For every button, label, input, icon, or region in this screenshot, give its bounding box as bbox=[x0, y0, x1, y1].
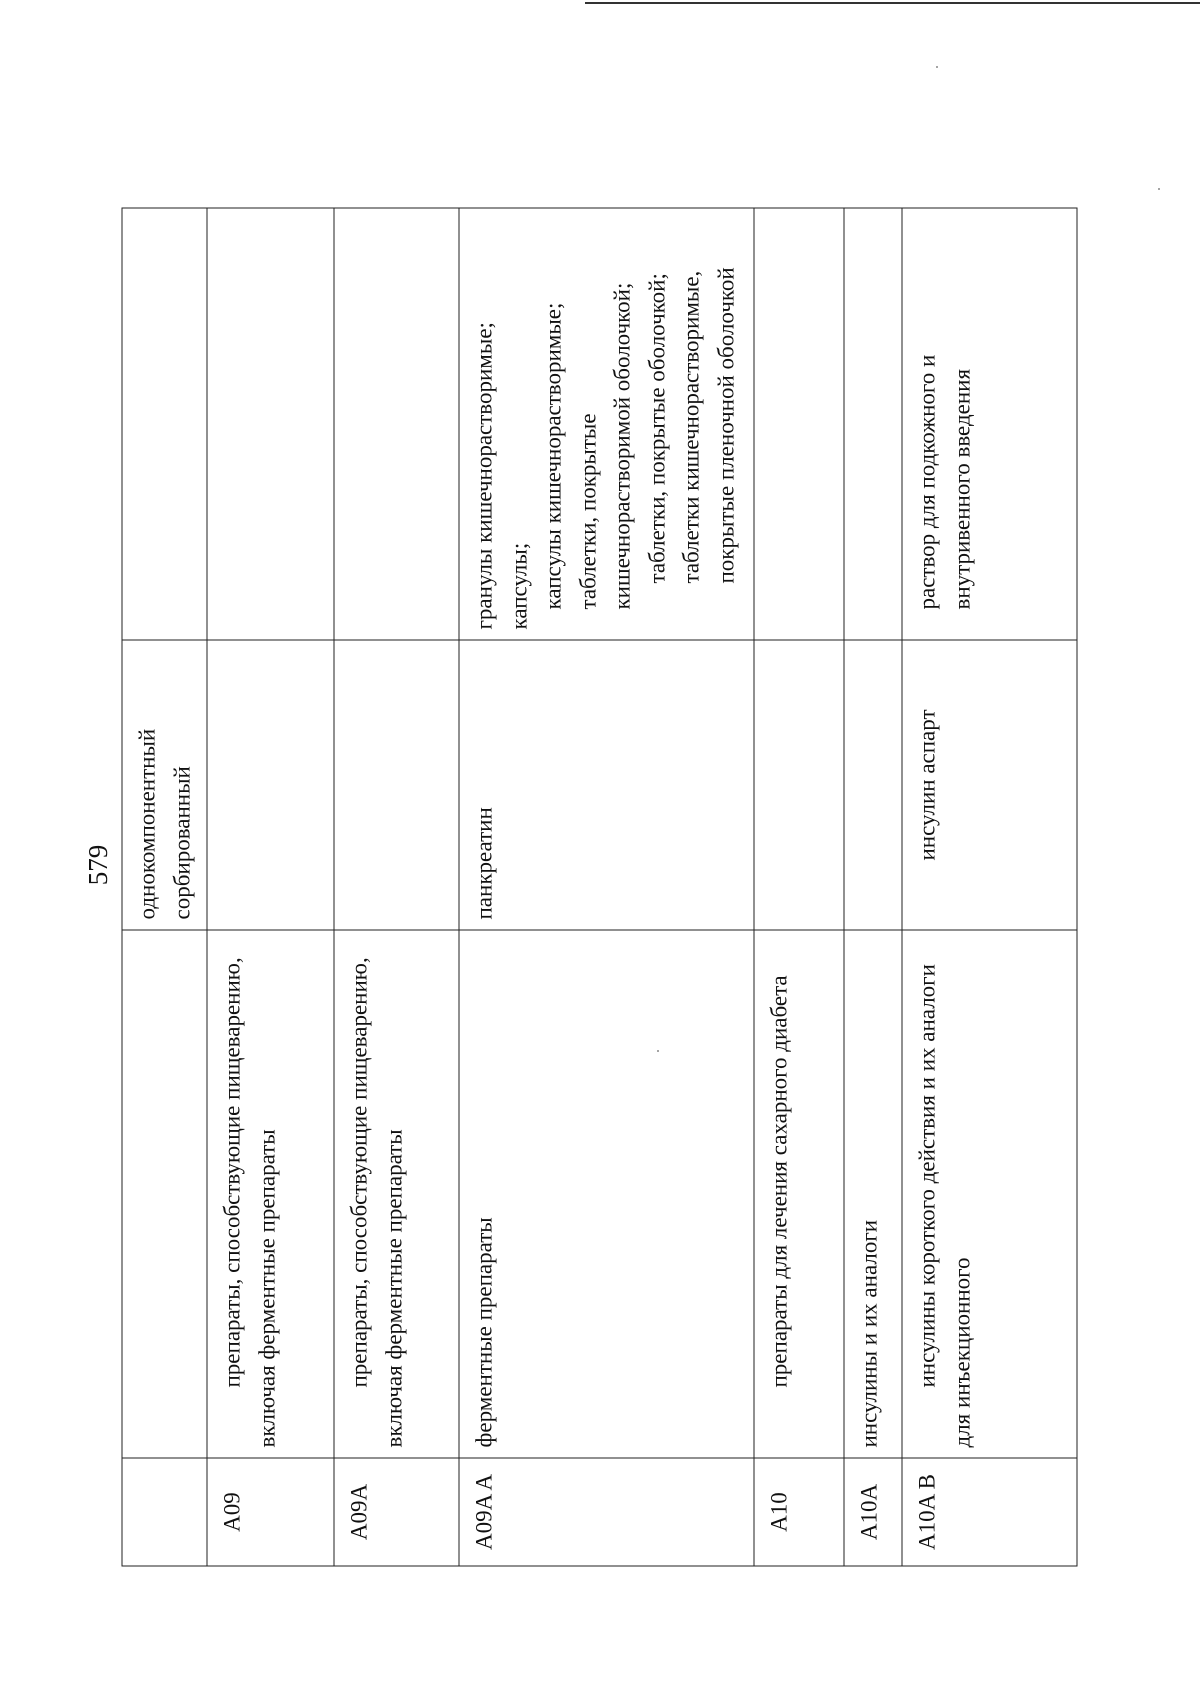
dosage-forms-cell bbox=[459, 208, 754, 640]
atc-code-cell: A10 bbox=[754, 1458, 844, 1566]
drug-name-cell: однокомпонентный сорбированный bbox=[122, 640, 207, 930]
group-cell bbox=[754, 930, 844, 1458]
atc-code-cell: A10A B bbox=[902, 1458, 1077, 1566]
group-text: препараты, способствующие пищеварению, включая ферментные препараты bbox=[219, 957, 279, 1448]
group-cell bbox=[334, 930, 459, 1458]
group-cell bbox=[207, 930, 334, 1458]
scan-speck bbox=[936, 66, 938, 68]
atc-code-cell: A09 bbox=[207, 1458, 334, 1566]
group-text: препараты, способствующие пищеварению, включая ферментные препараты bbox=[346, 957, 406, 1448]
atc-code-cell bbox=[122, 1458, 207, 1566]
group-cell: ферментные препараты bbox=[459, 930, 754, 1458]
dosage-forms-cell bbox=[754, 208, 844, 640]
dosage-forms-cell bbox=[207, 208, 334, 640]
drug-name-text: инсулин аспарт bbox=[914, 709, 940, 861]
drug-name-cell bbox=[844, 640, 902, 930]
scan-speck bbox=[1158, 188, 1160, 190]
table-row bbox=[754, 208, 844, 1566]
group-cell: инсулины и их аналоги bbox=[844, 930, 902, 1458]
group-cell bbox=[122, 930, 207, 1458]
atc-code-cell: A09A A bbox=[459, 1458, 754, 1566]
group-text: инсулины короткого действия и их аналоги для инъекционного bbox=[914, 964, 974, 1448]
drug-registry-table bbox=[122, 208, 1078, 1567]
group-text: препараты для лечения сахарного диабета bbox=[766, 975, 792, 1388]
table-row bbox=[844, 208, 902, 1566]
atc-code-cell: A09A bbox=[334, 1458, 459, 1566]
dosage-form-line: капсулы; bbox=[506, 542, 531, 630]
dosage-forms-cell bbox=[334, 208, 459, 640]
drug-name-cell bbox=[207, 640, 334, 930]
drug-name-cell bbox=[334, 640, 459, 930]
table-row bbox=[334, 208, 459, 1566]
dosage-forms-cell bbox=[122, 208, 207, 640]
dosage-form-line: таблетки кишечнорастворимые, покрытые пленочной оболочкой bbox=[678, 267, 738, 584]
dosage-form-line: таблетки, покрытые оболочкой; bbox=[644, 273, 669, 584]
drug-name-cell: панкреатин bbox=[459, 640, 754, 930]
drug-name-cell bbox=[902, 640, 1077, 930]
drug-name-cell bbox=[754, 640, 844, 930]
dosage-forms-cell bbox=[902, 208, 1077, 640]
rotated-table-wrapper bbox=[122, 209, 1077, 1567]
table-row bbox=[122, 208, 207, 1566]
group-cell bbox=[902, 930, 1077, 1458]
page-number: 579 bbox=[83, 844, 113, 886]
dosage-form-line: раствор для подкожного и внутривенного введения bbox=[914, 354, 974, 610]
table-row bbox=[902, 208, 1077, 1566]
table-row bbox=[459, 208, 754, 1566]
scan-edge-line bbox=[585, 2, 1200, 4]
dosage-form-line: гранулы кишечнорастворимые; bbox=[471, 322, 497, 630]
dosage-forms-cell bbox=[844, 208, 902, 640]
table-row bbox=[207, 208, 334, 1566]
atc-code-cell: A10A bbox=[844, 1458, 902, 1566]
dosage-form-line: капсулы кишечнорастворимые; bbox=[540, 302, 566, 610]
dosage-form-line: таблетки, покрытые кишечнорастворимой оболочкой; bbox=[575, 282, 635, 610]
